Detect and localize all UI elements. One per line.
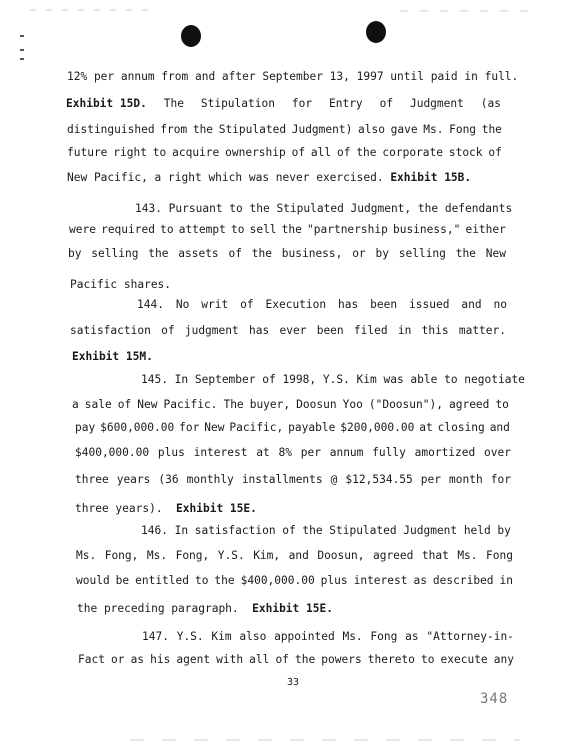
word: 8% [278, 446, 292, 459]
word: also [239, 630, 267, 643]
word: future [67, 146, 108, 159]
word: to [495, 398, 509, 411]
word: agreed [448, 398, 490, 411]
word: and [489, 421, 510, 434]
word: Doosun [296, 398, 337, 411]
body-line [137, 298, 507, 311]
bates-number: 348 [480, 691, 509, 707]
word: been [370, 298, 398, 311]
word: as [405, 630, 419, 643]
exhibit-reference: Exhibit 15E. [252, 602, 333, 615]
body-line [75, 421, 510, 434]
word: of [240, 298, 254, 311]
word: as [413, 574, 427, 587]
word: Judgment) [291, 123, 353, 136]
word: has [249, 324, 270, 337]
word: Yoo [342, 398, 363, 411]
word: of [488, 146, 502, 159]
word: selling [91, 247, 139, 260]
body-line [67, 146, 502, 159]
word: Fong [486, 549, 513, 562]
word: $400,000.00 [75, 446, 150, 459]
word: years [116, 473, 151, 486]
word: Stipulation [200, 97, 275, 110]
word: were [69, 223, 96, 236]
word: writ [201, 298, 229, 311]
word: New [485, 247, 506, 260]
word: Y.S. [217, 549, 245, 562]
word: no [493, 298, 507, 311]
word: 147. [142, 630, 169, 643]
word: $12,534.55 [345, 473, 413, 486]
body-line [67, 171, 471, 184]
punch-hole-right [366, 21, 386, 43]
word: Judgment [409, 97, 464, 110]
body-line [72, 350, 153, 363]
word: Pacific, [229, 421, 284, 434]
word: closing [437, 421, 485, 434]
body-line [75, 473, 511, 486]
word: selling [398, 247, 446, 260]
word: satisfaction [70, 324, 151, 337]
word: business, [281, 247, 343, 260]
word: The [163, 97, 184, 110]
word: per [420, 473, 442, 486]
body-line [75, 446, 511, 459]
word: to [160, 223, 174, 236]
word: Fong [370, 630, 398, 643]
word: judgment [184, 324, 239, 337]
word: powers [321, 653, 362, 666]
word: Kim, [253, 549, 281, 562]
word: matter. [458, 324, 506, 337]
word: Kim [211, 630, 232, 643]
word: of [275, 653, 289, 666]
word: in [499, 574, 513, 587]
word: this [421, 324, 449, 337]
body-line [69, 223, 506, 236]
word: per [300, 446, 321, 459]
word: Ms. [76, 549, 97, 562]
body-line [67, 70, 518, 83]
word: ("Doosun"), [368, 398, 443, 411]
word: $200,000.00 [340, 421, 415, 434]
word: 146. [141, 524, 168, 537]
word: agent [176, 653, 211, 666]
word: interest [353, 574, 408, 587]
word: In [174, 524, 189, 537]
word: for [291, 97, 313, 110]
word: at [256, 446, 270, 459]
word: Fong [449, 123, 477, 136]
word: ownership [225, 146, 286, 159]
body-line [78, 653, 514, 666]
word: Judgment [403, 524, 458, 537]
word: Y.S. [176, 630, 204, 643]
word: sell [249, 223, 277, 236]
word: or [352, 247, 366, 260]
body-line [142, 630, 514, 643]
word: would [76, 574, 110, 587]
word: his [150, 653, 171, 666]
word: 144. [137, 298, 164, 311]
word: has [338, 298, 359, 311]
line-text: 145. In September of 1998, Y.S. Kim was able to negotiate [141, 373, 525, 386]
word: entitled [135, 574, 189, 587]
word: filed [353, 324, 388, 337]
word: the [455, 247, 476, 260]
line-text: 143. Pursuant to the Stipulated Judgment, the defendants [135, 202, 513, 215]
word: of [161, 324, 175, 337]
word: of [291, 146, 306, 159]
word: "Attorney-in- [426, 630, 514, 643]
word: Fong, [104, 549, 139, 562]
word: of [117, 398, 132, 411]
line-text: New Pacific, a right which was never exercised. [67, 171, 391, 184]
word: a [72, 398, 79, 411]
word: or [111, 653, 125, 666]
word: fully [372, 446, 406, 459]
margin-mark [20, 58, 24, 60]
word: $600,000.00 [100, 421, 175, 434]
body-line [75, 502, 257, 515]
word: ever [279, 324, 307, 337]
bottom-edge-noise [0, 729, 570, 737]
word: held [463, 524, 491, 537]
word: the [281, 223, 302, 236]
word: Fong, [175, 549, 210, 562]
body-line [67, 123, 502, 136]
margin-mark [20, 35, 24, 37]
word: by [375, 247, 389, 260]
word: @ [330, 473, 338, 486]
word: the [481, 123, 502, 136]
word: amortized [414, 446, 476, 459]
word: Doosun, [317, 549, 365, 562]
word: by [68, 247, 82, 260]
word: to [194, 574, 209, 587]
page-number: 33 [287, 677, 300, 688]
word: of [228, 247, 242, 260]
word: that [421, 549, 449, 562]
word: of [379, 97, 394, 110]
word: appointed [274, 630, 335, 643]
word: as [130, 653, 145, 666]
word: to [152, 146, 167, 159]
line-text: three years). [75, 502, 177, 515]
word: with [216, 653, 244, 666]
line-text: the preceding paragraph. [77, 602, 253, 615]
word: Entry [328, 97, 363, 110]
body-line [141, 373, 525, 386]
word: corporate [382, 146, 443, 159]
word: for [179, 421, 200, 434]
margin-mark [20, 49, 24, 51]
word: Execution [265, 298, 327, 311]
word: all [310, 146, 332, 159]
word: installments [241, 473, 323, 486]
word: required [101, 223, 155, 236]
body-line [72, 398, 509, 411]
word: The [223, 398, 244, 411]
word: and [288, 549, 309, 562]
word: New [137, 398, 158, 411]
word: stock [448, 146, 483, 159]
body-line [135, 202, 512, 215]
word: right [113, 146, 147, 159]
word: the [192, 123, 214, 136]
line-text: 12% per annum from and after September 13, 1997 until paid in full. [67, 70, 519, 83]
word: of [282, 524, 296, 537]
body-line [76, 549, 513, 562]
word: to [230, 223, 245, 236]
word: of [336, 146, 351, 159]
word: and [461, 298, 482, 311]
body-line [141, 524, 511, 537]
word: $400,000.00 [240, 574, 315, 587]
word: interest [193, 446, 248, 459]
word: from [160, 123, 188, 136]
body-line [70, 278, 171, 291]
word: Ms. [423, 123, 444, 136]
word: Stipulated [329, 524, 397, 537]
body-line [76, 574, 513, 587]
exhibit-reference: Exhibit 15B. [390, 171, 472, 184]
word: to [420, 653, 435, 666]
word: Stipulated [218, 123, 287, 136]
word: at [419, 421, 433, 434]
word: plus [320, 574, 348, 587]
word: plus [157, 446, 185, 459]
top-edge-noise [0, 0, 570, 8]
word: "partnership [307, 223, 388, 236]
word: (36 [158, 473, 179, 486]
word: business," [392, 223, 461, 236]
line-text: Pacific shares. [70, 278, 172, 291]
word: all [249, 653, 270, 666]
word: Ms. [146, 549, 168, 562]
word: the [302, 524, 323, 537]
word: monthly [186, 473, 234, 486]
word: annum [329, 446, 364, 459]
word: for [490, 473, 511, 486]
word: satisfaction [194, 524, 276, 537]
word: been [316, 324, 344, 337]
word: assets [178, 247, 219, 260]
word: issued [409, 298, 450, 311]
body-line [77, 602, 333, 615]
word: distinguished [67, 123, 155, 136]
body-line [70, 324, 506, 337]
word: Fact [78, 653, 105, 666]
body-line [68, 247, 506, 260]
word: No [175, 298, 190, 311]
word: New [204, 421, 225, 434]
word: pay [75, 421, 96, 434]
word: the [356, 146, 377, 159]
word: sale [84, 398, 112, 411]
word: the [148, 247, 169, 260]
word: agreed [372, 549, 414, 562]
word: any [493, 653, 514, 666]
body-line [66, 97, 501, 110]
word: either [465, 223, 506, 236]
exhibit-reference: Exhibit 15M. [72, 350, 153, 363]
word: over [484, 446, 511, 459]
word: Ms. [457, 549, 478, 562]
word: payable [288, 421, 336, 434]
word: in [397, 324, 412, 337]
word: month [449, 473, 483, 486]
exhibit-reference: Exhibit 15E. [176, 502, 257, 515]
word: thereto [367, 653, 415, 666]
word: also [358, 123, 385, 136]
word: attempt [178, 223, 226, 236]
word: the [251, 247, 272, 260]
word: the [294, 653, 316, 666]
word: Pacific. [163, 398, 218, 411]
word: acquire [172, 146, 220, 159]
word: by [497, 524, 511, 537]
word: Ms. [342, 630, 363, 643]
word: be [115, 574, 130, 587]
word: Exhibit 15D. [66, 97, 147, 110]
word: gave [390, 123, 418, 136]
word: three [75, 473, 109, 486]
punch-hole-left [181, 25, 201, 47]
word: (as [480, 97, 501, 110]
word: described [432, 574, 494, 587]
word: the [214, 574, 235, 587]
word: execute [440, 653, 488, 666]
word: buyer, [249, 398, 291, 411]
